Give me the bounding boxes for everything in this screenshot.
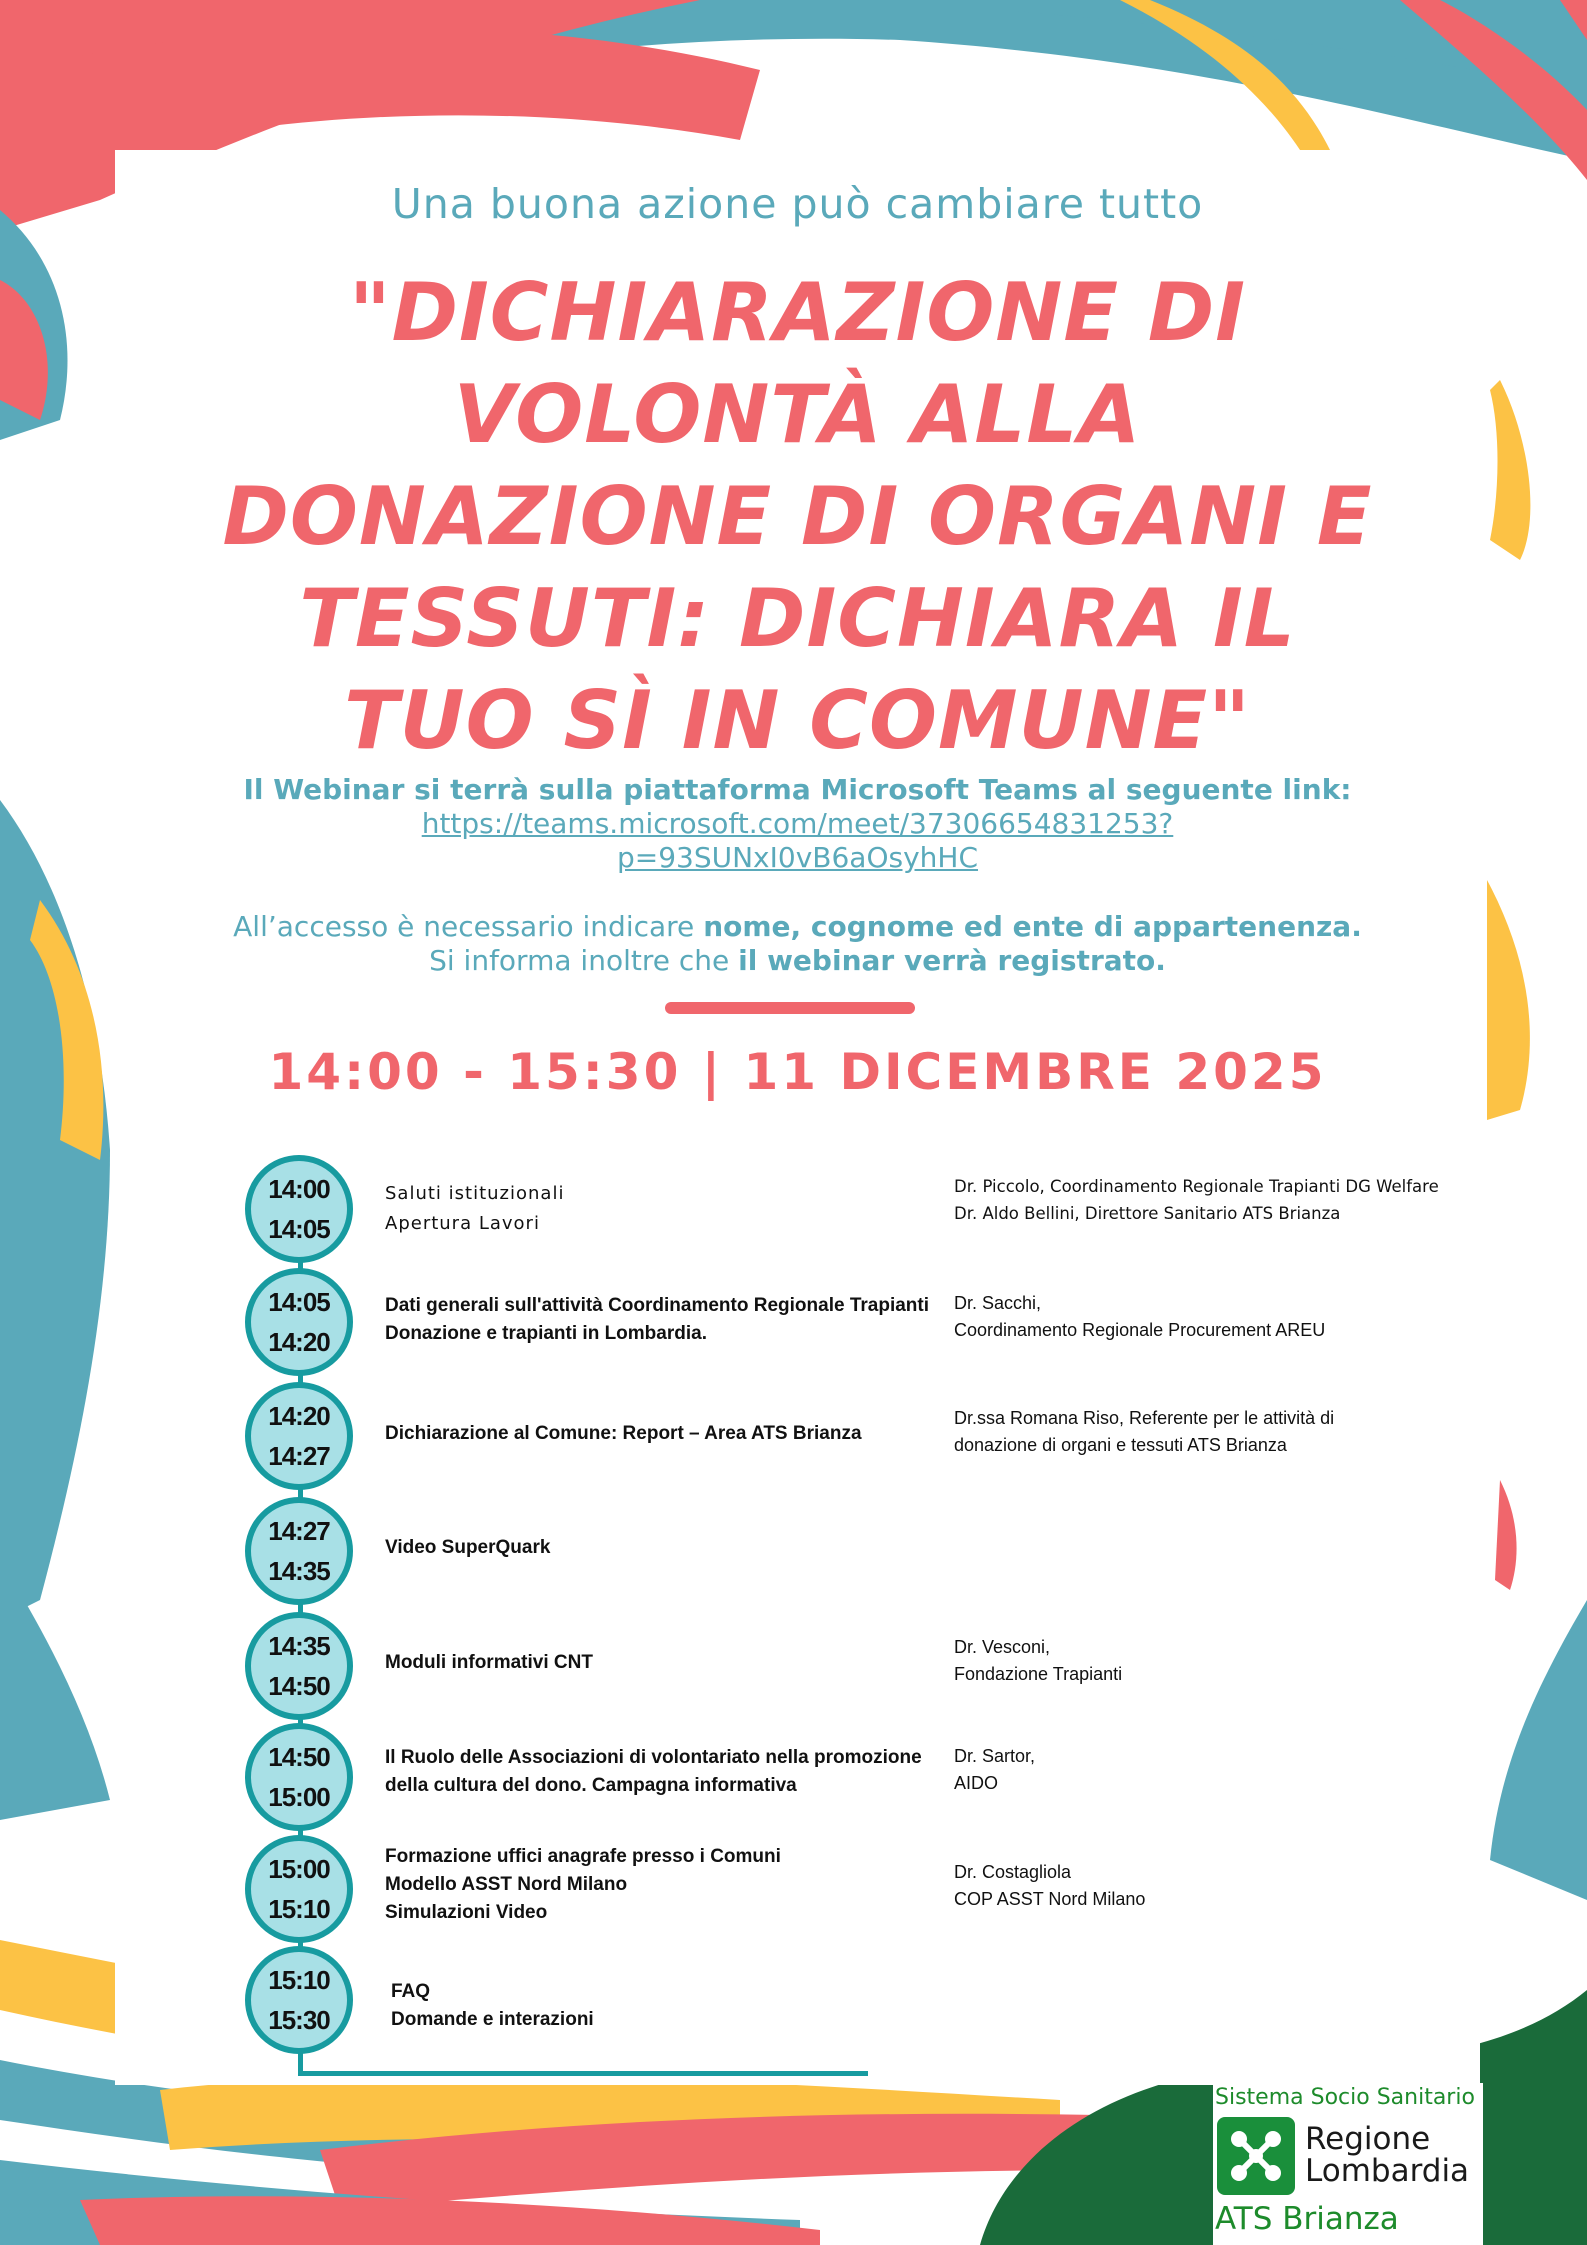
topic-line: Dichiarazione al Comune: Report – Area ATS Brianza [385, 1423, 862, 1444]
agenda-topic [385, 1292, 929, 1348]
teams-link[interactable] [422, 807, 1174, 874]
webinar-intro: Il Webinar si terrà sulla piattaforma Microsoft Teams al seguente link: [243, 773, 1352, 806]
time-start: 15:00 [268, 1854, 330, 1884]
time-end: 14:27 [268, 1441, 330, 1471]
topic-line: FAQ [391, 1981, 431, 2002]
time-end: 14:35 [268, 1556, 330, 1586]
speaker-line: COP ASST Nord Milano [954, 1889, 1146, 1909]
teams-link-line2: p=93SUNxI0vB6aOsyhHC [616, 841, 979, 874]
speaker-line: AIDO [954, 1773, 999, 1793]
recorded-bold: il webinar verrà registrato. [738, 944, 1166, 977]
time-circle [245, 1835, 353, 1943]
time-circle [245, 1268, 353, 1376]
agenda-speaker [954, 1290, 1325, 1344]
time-start: 14:20 [268, 1401, 330, 1431]
time-end: 14:20 [268, 1327, 330, 1357]
agenda-topic [385, 1534, 550, 1562]
agenda-speaker [954, 1859, 1145, 1913]
time-start: 14:35 [268, 1631, 330, 1661]
agenda-topic [385, 1649, 593, 1677]
topic-line: Dati generali sull'attività Coordinamento Regionale Trapianti [385, 1295, 930, 1316]
speaker-line: Dr. Sacchi, [954, 1293, 1042, 1313]
speaker-line: Fondazione Trapianti [954, 1664, 1123, 1684]
agenda-topic [385, 1843, 781, 1927]
timeline-base [298, 2071, 868, 2076]
logo-bottom-text: ATS Brianza [1215, 2201, 1399, 2237]
speaker-line: Dr. Costagliola [954, 1862, 1072, 1882]
agenda-topic [391, 1978, 594, 2034]
event-datetime: 14:00 - 15:30 | 11 DICEMBRE 2025 [268, 1043, 1327, 1101]
topic-line: Moduli informativi CNT [385, 1652, 593, 1673]
time-circle [245, 1723, 353, 1831]
agenda-topic [385, 1744, 922, 1800]
topic-line: Domande e interazioni [391, 2009, 594, 2030]
agenda-speaker [954, 1743, 1035, 1797]
tagline: Una buona azione può cambiare tutto [391, 180, 1204, 228]
time-circle [245, 1946, 353, 2054]
time-end: 15:10 [268, 1894, 330, 1924]
time-circle [245, 1155, 353, 1263]
topic-line: Il Ruolo delle Associazioni di volontariato nella promozione [385, 1747, 922, 1768]
topic-line: Modello ASST Nord Milano [385, 1874, 628, 1895]
access-notes [160, 910, 1435, 978]
agenda-item [245, 1835, 1495, 1941]
logo-name [1305, 2123, 1469, 2187]
agenda-speaker [954, 1634, 1122, 1688]
regione-lombardia-rose-icon [1217, 2117, 1295, 2195]
logo-name-line: Regione [1305, 2121, 1431, 2157]
topic-line: Simulazioni Video [385, 1902, 548, 1923]
recorded-prefix: Si informa inoltre che [429, 944, 739, 977]
time-end: 15:30 [268, 2005, 330, 2035]
speaker-line: Dr. Sartor, [954, 1746, 1036, 1766]
teams-link-line1: https://teams.microsoft.com/meet/37306654831253? [421, 807, 1174, 840]
agenda-topic [385, 1420, 862, 1448]
topic-line: Donazione e trapianti in Lombardia. [385, 1323, 707, 1344]
speaker-line: Dr. Vesconi, [954, 1637, 1051, 1657]
topic-line: Apertura Lavori [385, 1213, 540, 1234]
speaker-line: Coordinamento Regionale Procurement AREU [954, 1320, 1326, 1340]
webinar-info [160, 773, 1435, 875]
agenda-item [245, 1382, 1495, 1488]
time-circle [245, 1497, 353, 1605]
topic-line: della cultura del dono. Campagna informativa [385, 1775, 797, 1796]
access-bold: nome, cognome ed ente di appartenenza. [703, 910, 1362, 943]
logo-name-line: Lombardia [1305, 2153, 1470, 2189]
time-start: 14:05 [268, 1287, 330, 1317]
access-prefix: All’accesso è necessario indicare [233, 910, 704, 943]
agenda-item [245, 1723, 1495, 1829]
time-circle [245, 1612, 353, 1720]
speaker-line: Dr. Piccolo, Coordinamento Regionale Trapianti DG Welfare [954, 1177, 1439, 1196]
regione-lombardia-logo [1213, 2083, 1483, 2245]
speaker-line: donazione di organi e tessuti ATS Brianza [954, 1435, 1287, 1455]
agenda-item [245, 1155, 1495, 1261]
time-end: 15:00 [268, 1782, 330, 1812]
time-start: 14:50 [268, 1742, 330, 1772]
agenda-item [245, 1268, 1495, 1374]
topic-line: Formazione uffici anagrafe presso i Comuni [385, 1846, 781, 1867]
agenda-item [245, 1497, 1495, 1603]
speaker-line: Dr. Aldo Bellini, Direttore Sanitario ATS Brianza [954, 1204, 1341, 1223]
agenda-item [245, 1612, 1495, 1718]
speaker-line: Dr.ssa Romana Riso, Referente per le attività di [954, 1408, 1335, 1428]
time-start: 14:00 [268, 1174, 330, 1204]
logo-top-text: Sistema Socio Sanitario [1215, 2085, 1475, 2110]
divider-brush [665, 1002, 915, 1014]
agenda-topic [385, 1179, 564, 1239]
topic-line: Video SuperQuark [385, 1537, 551, 1558]
topic-line: Saluti istituzionali [385, 1183, 565, 1204]
time-start: 15:10 [268, 1965, 330, 1995]
time-end: 14:50 [268, 1671, 330, 1701]
time-start: 14:27 [268, 1516, 330, 1546]
event-title: "DICHIARAZIONE DI VOLONTÀ ALLA DONAZIONE DI ORGANI E TESSUTI: DICHIARA IL TUO SÌ IN COMUNE" [222, 266, 1373, 767]
agenda-item [245, 1946, 1495, 2052]
agenda-speaker [954, 1173, 1439, 1227]
agenda-speaker [954, 1405, 1334, 1459]
time-circle [245, 1382, 353, 1490]
time-end: 14:05 [268, 1214, 330, 1244]
